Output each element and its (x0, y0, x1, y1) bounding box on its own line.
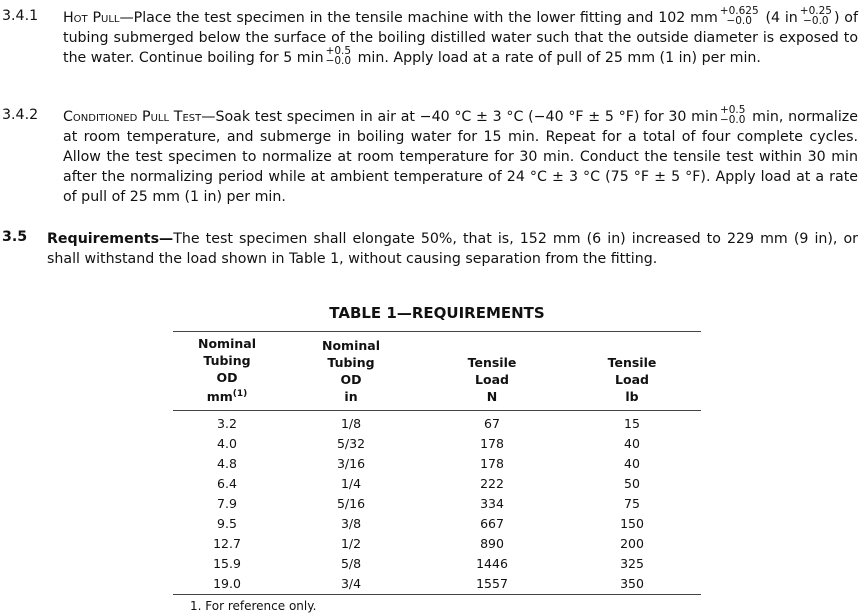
header-tensile-load-n: Tensile Load N (467, 355, 517, 405)
table-row: 15.9 5/8 1446 325 (213, 556, 644, 572)
tolerance: +0.5 −0.0 (325, 45, 352, 67)
table-row: 19.0 3/4 1557 350 (173, 574, 701, 595)
section-number: 3.4.2 (2, 107, 39, 123)
section-number: 3.5 (2, 229, 28, 245)
table-row: 4.8 3/16 178 40 (217, 456, 640, 472)
table-row: 3.2 1/8 67 15 (217, 416, 640, 432)
table-header-row (173, 332, 701, 411)
requirements-table (173, 331, 701, 595)
table-footnote: 1. For reference only. (190, 599, 317, 613)
table-row: 4.0 5/32 178 40 (217, 436, 640, 452)
section-number: 3.4.1 (2, 8, 39, 24)
table-row: 7.9 5/16 334 75 (217, 496, 640, 512)
section-body: Hot Pull—Place the test specimen in the tensile machine with the lower fitting and 102 mm +0.625 −0.0 (4 in +0.25 −0.0 ) of tubing submerged below the surface of the boiling distilled water such that the outside diameter is exposed to the water. Continue boiling for 5 min +0.5 −0.0 min. Apply load at a rate of pull of 25 mm (1 in) per min. (63, 5, 858, 67)
tolerance: +0.625 −0.0 (719, 5, 759, 27)
section-title: Requirements— (47, 231, 174, 247)
header-tensile-load-lb: Tensile Load lb (607, 355, 657, 405)
table-row: 6.4 1/4 222 50 (217, 476, 640, 492)
section-body: Requirements—The test specimen shall elongate 50%, that is, 152 mm (6 in) increased to 229 mm (9 in), or shall withstand the load shown in Table 1, without causing separation from the fitting. (47, 231, 858, 267)
section-title: Hot Pull (63, 10, 120, 26)
header-tubing-od-mm: Nominal Tubing OD $mm^{(1)}$ (198, 336, 256, 405)
section-body: Conditioned Pull Test—Soak test specimen in air at −40 °C ± 3 °C (−40 °F ± 5 °F) for 30 min +0.5 −0.0 min, normalize at room temperature, and submerge in boiling water for 15 min. Repeat for a total of four complete cycles. Allow the test specimen to normalize at room temperature for 30 min. Conduct the tensile test within 30 min after the normalizing period while at ambient temperature of 24 °C ± 3 °C (75 °F ± 5 °F). Apply load at a rate of pull of 25 mm (1 in) per min. (63, 104, 858, 205)
table-row: 9.5 3/8 667 150 (217, 516, 644, 532)
header-tubing-od-in: Nominal Tubing OD in (322, 338, 380, 405)
section-title: Conditioned Pull Test (63, 109, 202, 125)
table-row: 12.7 1/2 890 200 (213, 536, 644, 552)
tolerance: +0.5 −0.0 (719, 104, 746, 126)
tolerance: +0.25 −0.0 (799, 5, 832, 27)
table-title: TABLE 1—REQUIREMENTS (329, 304, 545, 322)
